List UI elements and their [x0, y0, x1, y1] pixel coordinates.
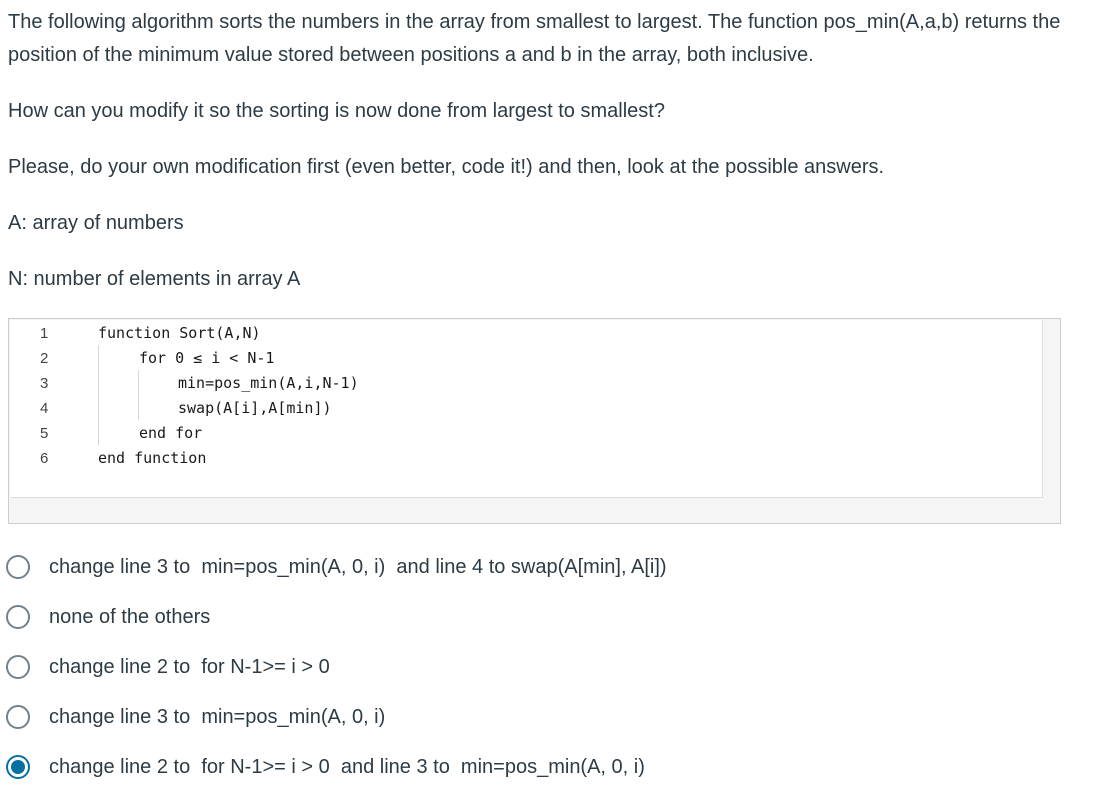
- radio-button[interactable]: [6, 705, 30, 729]
- question-text: The following algorithm sorts the numbers in the array from smallest to largest. The function pos_min(A,a,b) returns the position of the minimum value stored between positions a and b in the array, both inclusive.: [8, 11, 1061, 66]
- answer-option-3[interactable]: [6, 642, 1086, 692]
- code-line: [10, 421, 1042, 446]
- definition-n: N: number of elements in array A: [8, 268, 301, 290]
- answer-label[interactable]: change line 3 to min=pos_min(A, 0, i) and line 4 to swap(A[min], A[i]): [49, 555, 667, 578]
- code-text: end for: [139, 424, 203, 442]
- code-line: [10, 321, 1042, 346]
- code-text: function Sort(A,N): [98, 324, 261, 342]
- code-line: [10, 396, 1042, 421]
- answer-option-2[interactable]: [6, 592, 1086, 642]
- line-number: 5: [40, 425, 49, 442]
- line-number: 1: [40, 325, 49, 342]
- line-number: 4: [40, 400, 49, 417]
- radio-button[interactable]: [6, 655, 30, 679]
- question-instruction: Please, do your own modification first (even better, code it!) and then, look at the possible answers.: [8, 156, 885, 178]
- answer-option-1[interactable]: [6, 542, 1086, 592]
- radio-button-selected[interactable]: [6, 755, 30, 779]
- definition-a: A: array of numbers: [8, 212, 184, 234]
- code-line: [10, 346, 1042, 371]
- code-text: for 0 ≤ i < N-1: [139, 349, 275, 367]
- answer-label[interactable]: change line 2 to for N-1>= i > 0: [49, 655, 330, 678]
- code-text: end function: [98, 449, 207, 467]
- line-number: 3: [40, 375, 49, 392]
- question-prompt: How can you modify it so the sorting is now done from largest to smallest?: [8, 100, 665, 122]
- code-block: [8, 318, 1061, 524]
- line-number: 6: [40, 450, 49, 467]
- answer-label[interactable]: none of the others: [49, 605, 211, 628]
- code-line: [10, 371, 1042, 396]
- line-number: 2: [40, 350, 49, 367]
- answer-label[interactable]: change line 3 to min=pos_min(A, 0, i): [49, 705, 386, 728]
- code-editor: [10, 320, 1043, 498]
- code-line: [10, 446, 1042, 471]
- answer-option-4[interactable]: [6, 692, 1086, 742]
- radio-button[interactable]: [6, 555, 30, 579]
- answer-label[interactable]: change line 2 to for N-1>= i > 0 and line 3 to min=pos_min(A, 0, i): [49, 755, 645, 778]
- answer-option-5[interactable]: [6, 742, 1086, 792]
- code-text: swap(A[i],A[min]): [178, 399, 332, 417]
- code-text: min=pos_min(A,i,N-1): [178, 374, 359, 392]
- radio-button[interactable]: [6, 605, 30, 629]
